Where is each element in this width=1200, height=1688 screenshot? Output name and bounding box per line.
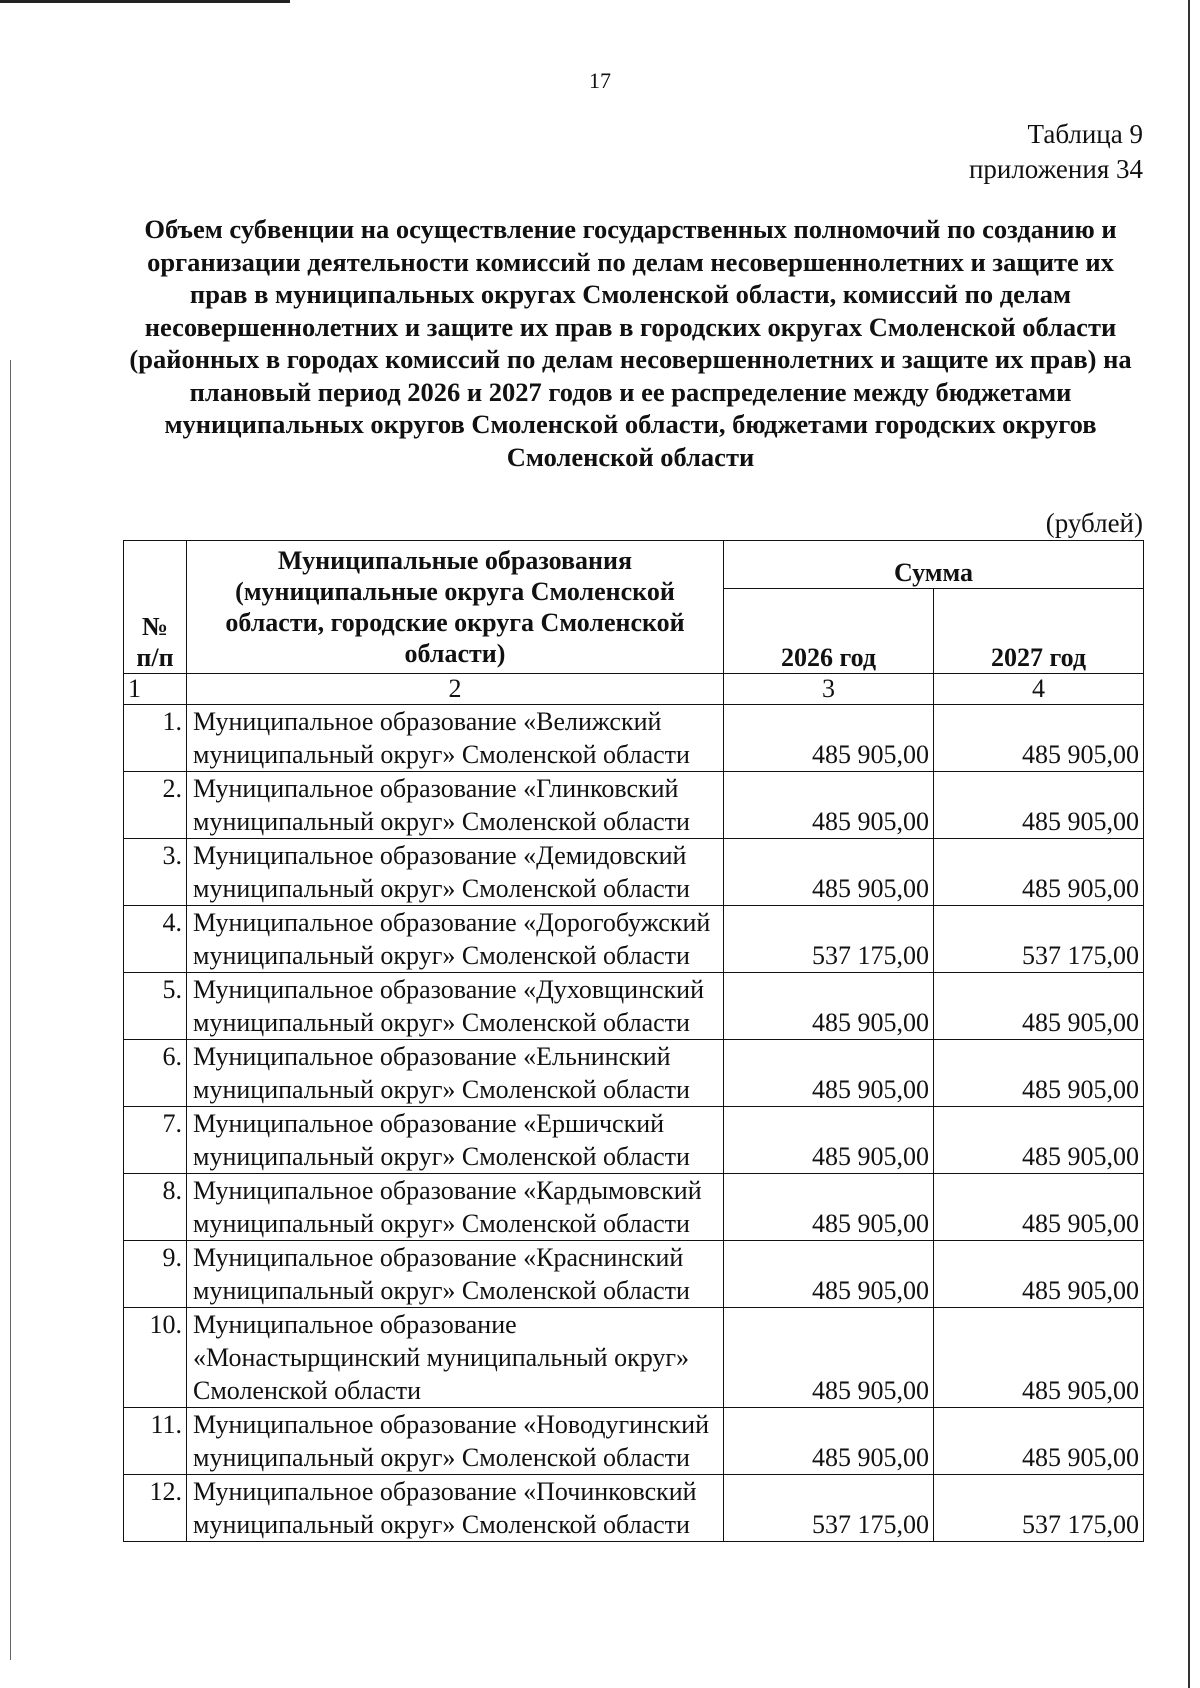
table-row	[124, 1040, 1144, 1107]
header-name: Муниципальные образования (муниципальные округа Смоленской области, городские округа Смоленской области)	[187, 541, 724, 674]
row-number: 8.	[124, 1174, 187, 1241]
row-municipality-name: Муниципальное образование «Краснинский муниципальный округ» Смоленской области	[187, 1241, 724, 1308]
row-amount-2026: 485 905,00	[724, 772, 934, 839]
row-amount-2027: 485 905,00	[934, 1308, 1144, 1408]
row-amount-2027: 485 905,00	[934, 1107, 1144, 1174]
top-rule	[0, 0, 290, 3]
subvention-table	[123, 540, 1144, 1542]
units-label: (рублей)	[1045, 508, 1143, 538]
row-amount-2027: 485 905,00	[934, 973, 1144, 1040]
row-amount-2026: 485 905,00	[724, 1174, 934, 1241]
table-row	[124, 1408, 1144, 1475]
column-number-1: 1	[124, 674, 187, 705]
row-amount-2027: 485 905,00	[934, 839, 1144, 906]
row-amount-2027: 485 905,00	[934, 1174, 1144, 1241]
column-number-4: 4	[934, 674, 1144, 705]
row-number: 7.	[124, 1107, 187, 1174]
row-number: 2.	[124, 772, 187, 839]
table-reference-line-1: Таблица 9	[1027, 119, 1143, 149]
table-row	[124, 1308, 1144, 1408]
table-row	[124, 772, 1144, 839]
row-number: 10.	[124, 1308, 187, 1408]
header-sum: Сумма	[724, 541, 1144, 589]
row-amount-2027: 485 905,00	[934, 705, 1144, 772]
header-number: № п/п	[124, 541, 187, 674]
column-number-3: 3	[724, 674, 934, 705]
row-amount-2026: 485 905,00	[724, 1107, 934, 1174]
row-municipality-name: Муниципальное образование «Ельнинский муниципальный округ» Смоленской области	[187, 1040, 724, 1107]
left-margin-line	[10, 360, 11, 1660]
row-number: 12.	[124, 1475, 187, 1542]
row-amount-2026: 537 175,00	[724, 1475, 934, 1542]
table-row	[124, 906, 1144, 973]
document-title: Объем субвенции на осуществление государственных полномочий по созданию и организации деятельности комиссий по делам несовершеннолетних и защите их прав в муниципальных округах Смоленской области, комиссий по делам несовершеннолетних и защите их прав в городских округах Смоленской области (районных в городах комиссий по делам несовершеннолетних и защите их прав) на плановый период 2026 и 2027 годов и ее распределение между бюджетами муниципальных округов Смоленской области, бюджетами городских округов Смоленской области	[129, 214, 1132, 472]
column-number-2: 2	[187, 674, 724, 705]
row-number: 9.	[124, 1241, 187, 1308]
header-year-2027: 2027 год	[934, 588, 1144, 673]
row-municipality-name: Муниципальное образование «Велижский муниципальный округ» Смоленской области	[187, 705, 724, 772]
row-number: 1.	[124, 705, 187, 772]
row-municipality-name: Муниципальное образование «Починковский муниципальный округ» Смоленской области	[187, 1475, 724, 1542]
row-number: 11.	[124, 1408, 187, 1475]
row-amount-2026: 485 905,00	[724, 839, 934, 906]
right-page-edge	[1188, 0, 1190, 1688]
row-municipality-name: Муниципальное образование «Дорогобужский муниципальный округ» Смоленской области	[187, 906, 724, 973]
row-amount-2027: 485 905,00	[934, 772, 1144, 839]
column-numbers-row	[124, 674, 1144, 705]
row-number: 3.	[124, 839, 187, 906]
row-amount-2026: 485 905,00	[724, 1241, 934, 1308]
row-municipality-name: Муниципальное образование «Глинковский муниципальный округ» Смоленской области	[187, 772, 724, 839]
table-row	[124, 1475, 1144, 1542]
table-row	[124, 705, 1144, 772]
table-row	[124, 839, 1144, 906]
row-amount-2027: 537 175,00	[934, 906, 1144, 973]
header-year-2026: 2026 год	[724, 588, 934, 673]
table-reference	[969, 117, 1143, 187]
row-municipality-name: Муниципальное образование «Духовщинский муниципальный округ» Смоленской области	[187, 973, 724, 1040]
page-number: 17	[589, 68, 611, 93]
row-number: 6.	[124, 1040, 187, 1107]
row-municipality-name: Муниципальное образование «Монастырщинский муниципальный округ» Смоленской области	[187, 1308, 724, 1408]
row-amount-2026: 485 905,00	[724, 705, 934, 772]
row-municipality-name: Муниципальное образование «Ершичский муниципальный округ» Смоленской области	[187, 1107, 724, 1174]
table-row	[124, 973, 1144, 1040]
row-amount-2027: 485 905,00	[934, 1241, 1144, 1308]
table-row	[124, 1107, 1144, 1174]
row-number: 5.	[124, 973, 187, 1040]
table-row	[124, 1241, 1144, 1308]
row-amount-2026: 485 905,00	[724, 1040, 934, 1107]
row-amount-2027: 537 175,00	[934, 1475, 1144, 1542]
row-amount-2027: 485 905,00	[934, 1040, 1144, 1107]
row-municipality-name: Муниципальное образование «Демидовский муниципальный округ» Смоленской области	[187, 839, 724, 906]
row-amount-2026: 485 905,00	[724, 973, 934, 1040]
table-row	[124, 1174, 1144, 1241]
table-reference-line-2: приложения 34	[968, 154, 1143, 184]
row-amount-2026: 485 905,00	[724, 1308, 934, 1408]
row-number: 4.	[124, 906, 187, 973]
row-amount-2026: 485 905,00	[724, 1408, 934, 1475]
table-header-row	[124, 541, 1144, 589]
row-amount-2026: 537 175,00	[724, 906, 934, 973]
row-amount-2027: 485 905,00	[934, 1408, 1144, 1475]
row-municipality-name: Муниципальное образование «Кардымовский муниципальный округ» Смоленской области	[187, 1174, 724, 1241]
row-municipality-name: Муниципальное образование «Новодугинский муниципальный округ» Смоленской области	[187, 1408, 724, 1475]
